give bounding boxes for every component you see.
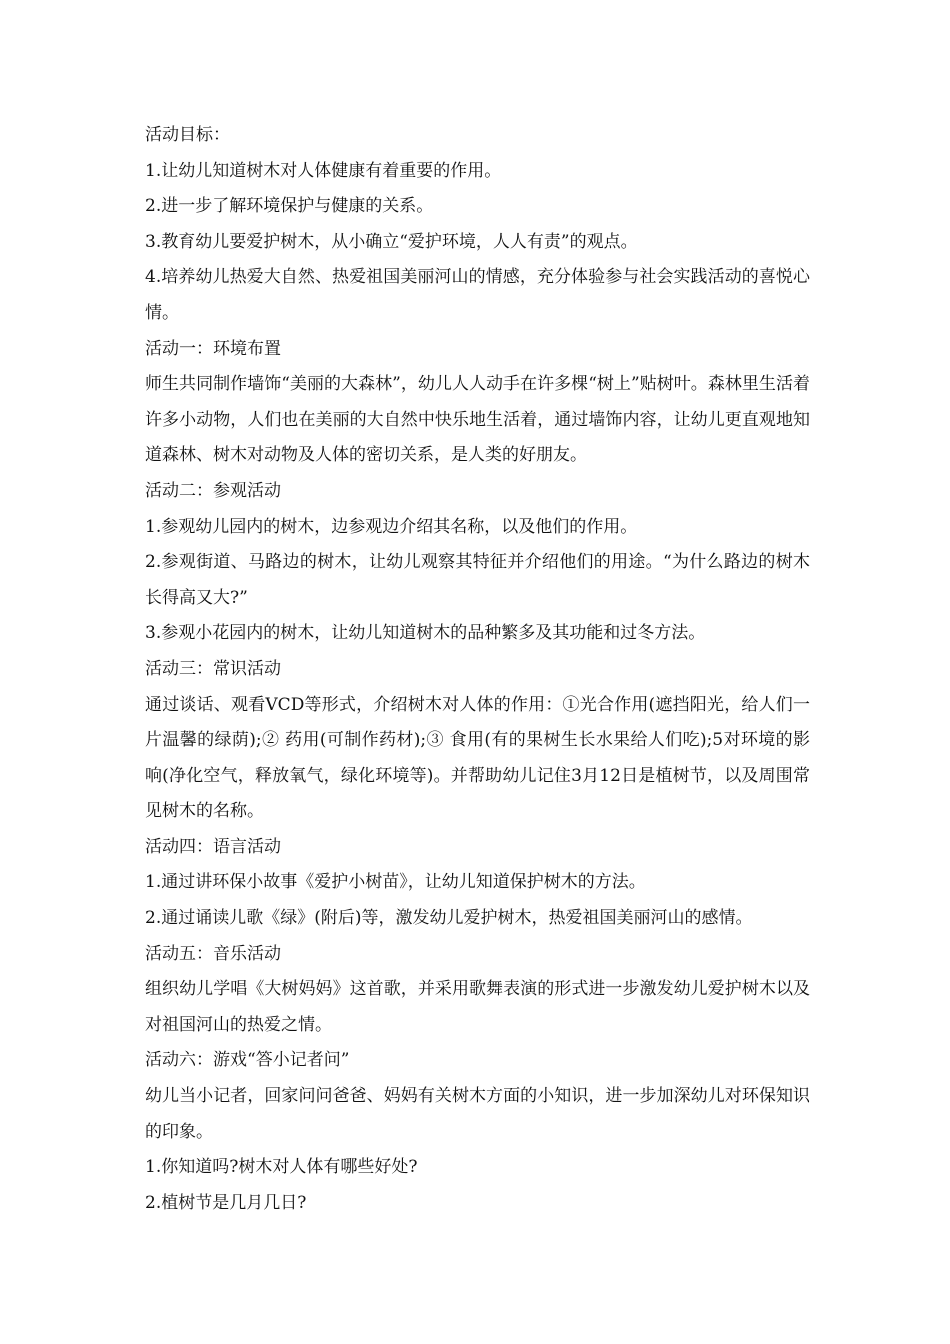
activity-item: 2.通过诵读儿歌《绿》(附后)等，激发幼儿爱护树木，热爱祖国美丽河山的感情。 bbox=[145, 908, 753, 929]
activity-paragraph: 师生共同制作墙饰“美丽的大森林”，幼儿人人动手在许多棵“树上”贴树叶。森林里生活着许多小动物，人们也在美丽的大自然中快乐地生活着，通过墙饰内容，让幼儿更直观地知道森林、树木对动物及人体的密切关系，是人类的好朋友。 bbox=[145, 374, 810, 466]
question-item: 1.你知道吗?树木对人体有哪些好处? bbox=[145, 1157, 418, 1178]
activity-item: 2.参观街道、马路边的树木，让幼儿观察其特征并介绍他们的用途。“为什么路边的树木长得高又大?” bbox=[145, 552, 810, 608]
goal-item: 4.培养幼儿热爱大自然、热爱祖国美丽河山的情感，充分体验参与社会实践活动的喜悦心情。 bbox=[145, 267, 810, 323]
activity-item: 1.通过讲环保小故事《爱护小树苗》，让幼儿知道保护树木的方法。 bbox=[145, 872, 646, 893]
activity-item: 1.参观幼儿园内的树木，边参观边介绍其名称，以及他们的作用。 bbox=[145, 516, 638, 537]
activity-heading: 活动六：游戏“答小记者问” bbox=[145, 1050, 350, 1071]
goal-item: 3.教育幼儿要爱护树木，从小确立“爱护环境，人人有责”的观点。 bbox=[145, 231, 638, 252]
document-body bbox=[145, 118, 810, 1221]
activity-heading: 活动一：环境布置 bbox=[145, 338, 281, 359]
activity-paragraph: 组织幼儿学唱《大树妈妈》这首歌，并采用歌舞表演的形式进一步激发幼儿爱护树木以及对祖国河山的热爱之情。 bbox=[145, 979, 810, 1035]
goals-heading: 活动目标： bbox=[145, 125, 230, 145]
question-item: 2.植树节是几月几日? bbox=[145, 1192, 307, 1213]
activity-heading: 活动四：语言活动 bbox=[145, 836, 281, 857]
activity-paragraph: 通过谈话、观看VCD等形式，介绍树木对人体的作用：①光合作用(遮挡阳光，给人们一片温馨的绿荫);② 药用(可制作药材);③ 食用(有的果树生长水果给人们吃);5对环境的影响(净化空气，释放氧气，绿化环境等)。并帮助幼儿记住3月12日是植树节，以及周围常见树木的名称。 bbox=[145, 694, 810, 822]
activity-heading: 活动三：常识活动 bbox=[145, 658, 281, 679]
activity-paragraph: 幼儿当小记者，回家问问爸爸、妈妈有关树木方面的小知识，进一步加深幼儿对环保知识的印象。 bbox=[145, 1086, 810, 1142]
activity-heading: 活动二：参观活动 bbox=[145, 480, 281, 501]
goal-item: 2.进一步了解环境保护与健康的关系。 bbox=[145, 196, 434, 217]
activity-heading: 活动五：音乐活动 bbox=[145, 943, 281, 964]
goal-item: 1.让幼儿知道树木对人体健康有着重要的作用。 bbox=[145, 160, 502, 181]
activity-item: 3.参观小花园内的树木，让幼儿知道树木的品种繁多及其功能和过冬方法。 bbox=[145, 623, 706, 644]
